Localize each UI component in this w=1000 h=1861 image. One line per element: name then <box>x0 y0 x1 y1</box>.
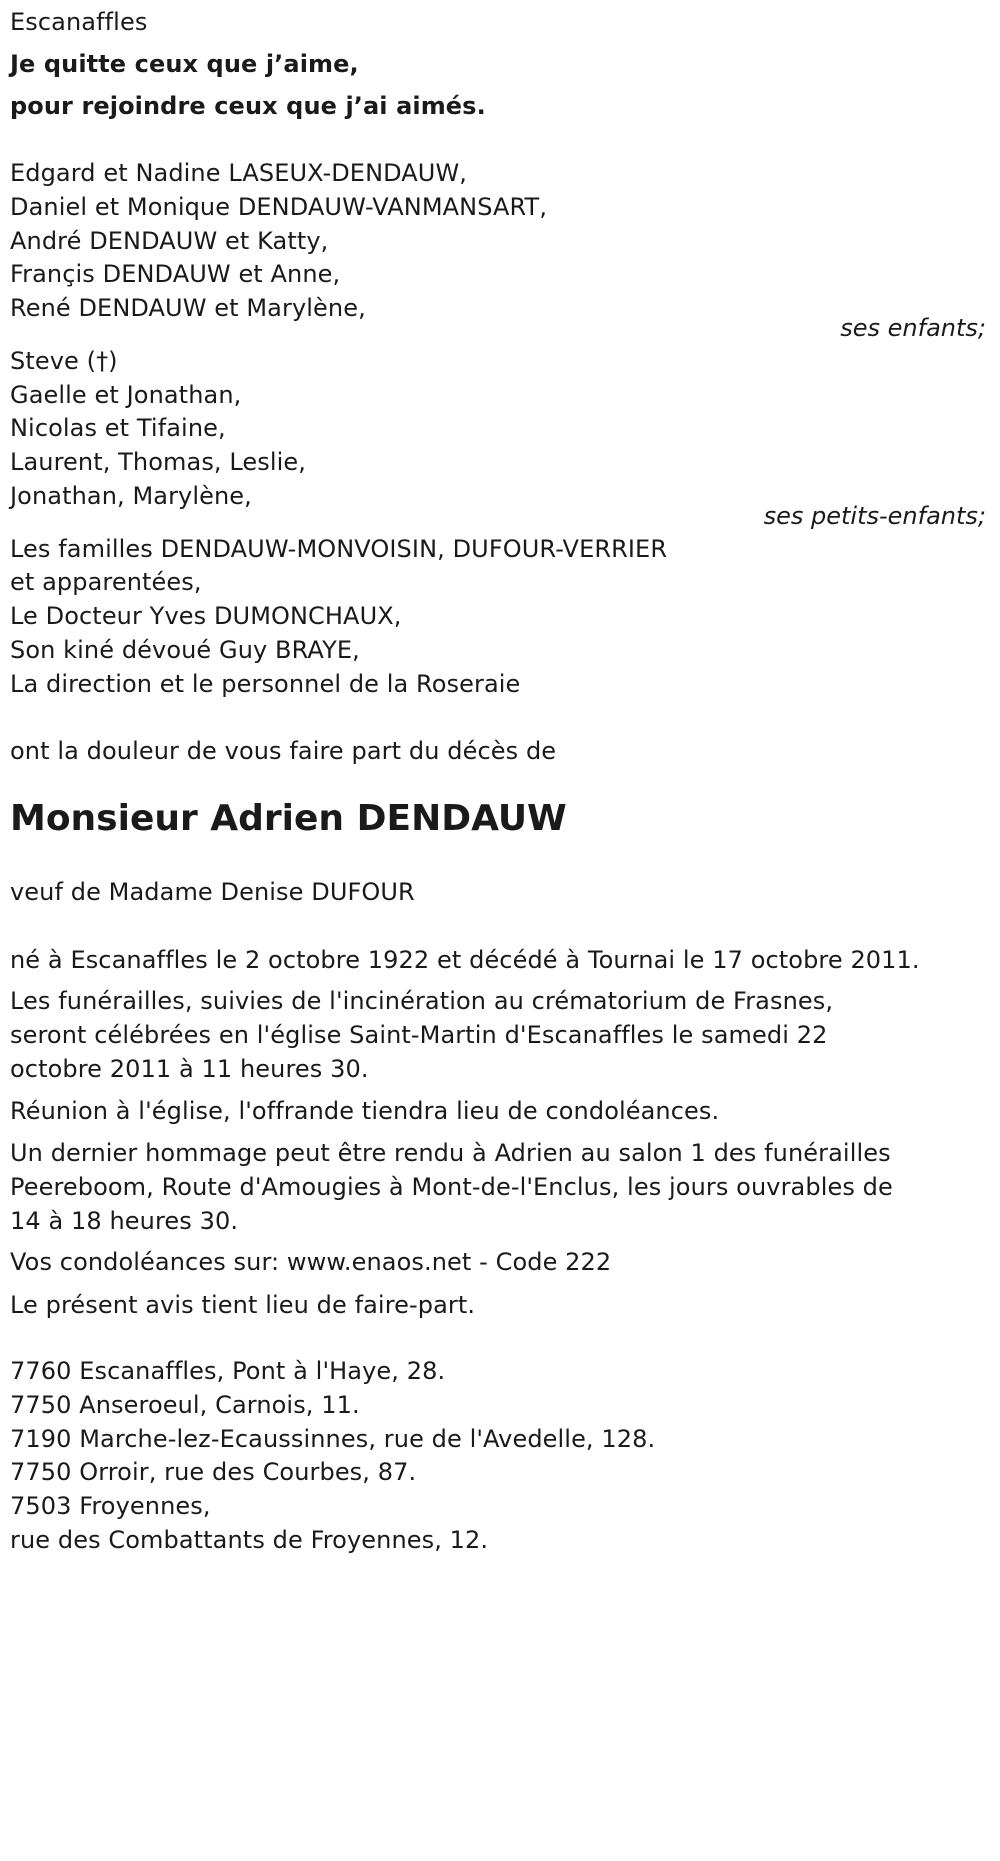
quote-line-1: Je quitte ceux que j’aime, <box>10 50 359 78</box>
grandchild-name: Nicolas et Tifaine, <box>10 414 226 442</box>
child-name: Edgard et Nadine LASEUX-DENDAUW, <box>10 159 468 187</box>
family-line: La direction et le personnel de la Roseraie <box>10 670 521 698</box>
grandchild-name: Steve (†) <box>10 347 118 375</box>
tribute-line: 14 à 18 heures 30. <box>10 1207 239 1235</box>
funeral-line: octobre 2011 à 11 heures 30. <box>10 1055 369 1083</box>
grandchild-name: Laurent, Thomas, Leslie, <box>10 448 307 476</box>
address-line: 7760 Escanaffles, Pont à l'Haye, 28. <box>10 1357 446 1385</box>
notice-text: Le présent avis tient lieu de faire-part. <box>10 1291 476 1319</box>
grandchildren-label: ses petits-enfants; <box>763 502 986 530</box>
family-line: Les familles DENDAUW-MONVOISIN, DUFOUR-VERRIER <box>10 535 668 563</box>
address-line: rue des Combattants de Froyennes, 12. <box>10 1526 489 1554</box>
family-line: et apparentées, <box>10 568 202 596</box>
family-line: Son kiné dévoué Guy BRAYE, <box>10 636 360 664</box>
town-name: Escanaffles <box>10 8 148 36</box>
child-name: René DENDAUW et Marylène, <box>10 294 366 322</box>
announcement-text: ont la douleur de vous faire part du décès de <box>10 737 557 765</box>
address-line: 7750 Anseroeul, Carnois, 11. <box>10 1391 360 1419</box>
reunion-text: Réunion à l'église, l'offrande tiendra lieu de condoléances. <box>10 1097 720 1125</box>
widow-of: veuf de Madame Denise DUFOUR <box>10 878 415 906</box>
birth-death-dates: né à Escanaffles le 2 octobre 1922 et décédé à Tournai le 17 octobre 2011. <box>10 946 920 974</box>
grandchild-name: Jonathan, Marylène, <box>10 482 252 510</box>
quote-line-2: pour rejoindre ceux que j’ai aimés. <box>10 92 486 120</box>
child-name: Françis DENDAUW et Anne, <box>10 260 341 288</box>
children-label: ses enfants; <box>840 314 986 342</box>
address-line: 7750 Orroir, rue des Courbes, 87. <box>10 1458 417 1486</box>
address-line: 7503 Froyennes, <box>10 1492 211 1520</box>
tribute-line: Peereboom, Route d'Amougies à Mont-de-l'Enclus, les jours ouvrables de <box>10 1173 893 1201</box>
tribute-line: Un dernier hommage peut être rendu à Adrien au salon 1 des funérailles <box>10 1139 891 1167</box>
grandchild-name: Gaelle et Jonathan, <box>10 381 242 409</box>
deceased-name: Monsieur Adrien DENDAUW <box>10 798 567 839</box>
address-line: 7190 Marche-lez-Ecaussinnes, rue de l'Avedelle, 128. <box>10 1425 656 1453</box>
funeral-line: Les funérailles, suivies de l'incinération au crématorium de Frasnes, <box>10 987 834 1015</box>
funeral-line: seront célébrées en l'église Saint-Martin d'Escanaffles le samedi 22 <box>10 1021 828 1049</box>
condolences-text: Vos condoléances sur: www.enaos.net - Code 222 <box>10 1248 612 1276</box>
family-line: Le Docteur Yves DUMONCHAUX, <box>10 602 402 630</box>
child-name: André DENDAUW et Katty, <box>10 227 329 255</box>
child-name: Daniel et Monique DENDAUW-VANMANSART, <box>10 193 548 221</box>
